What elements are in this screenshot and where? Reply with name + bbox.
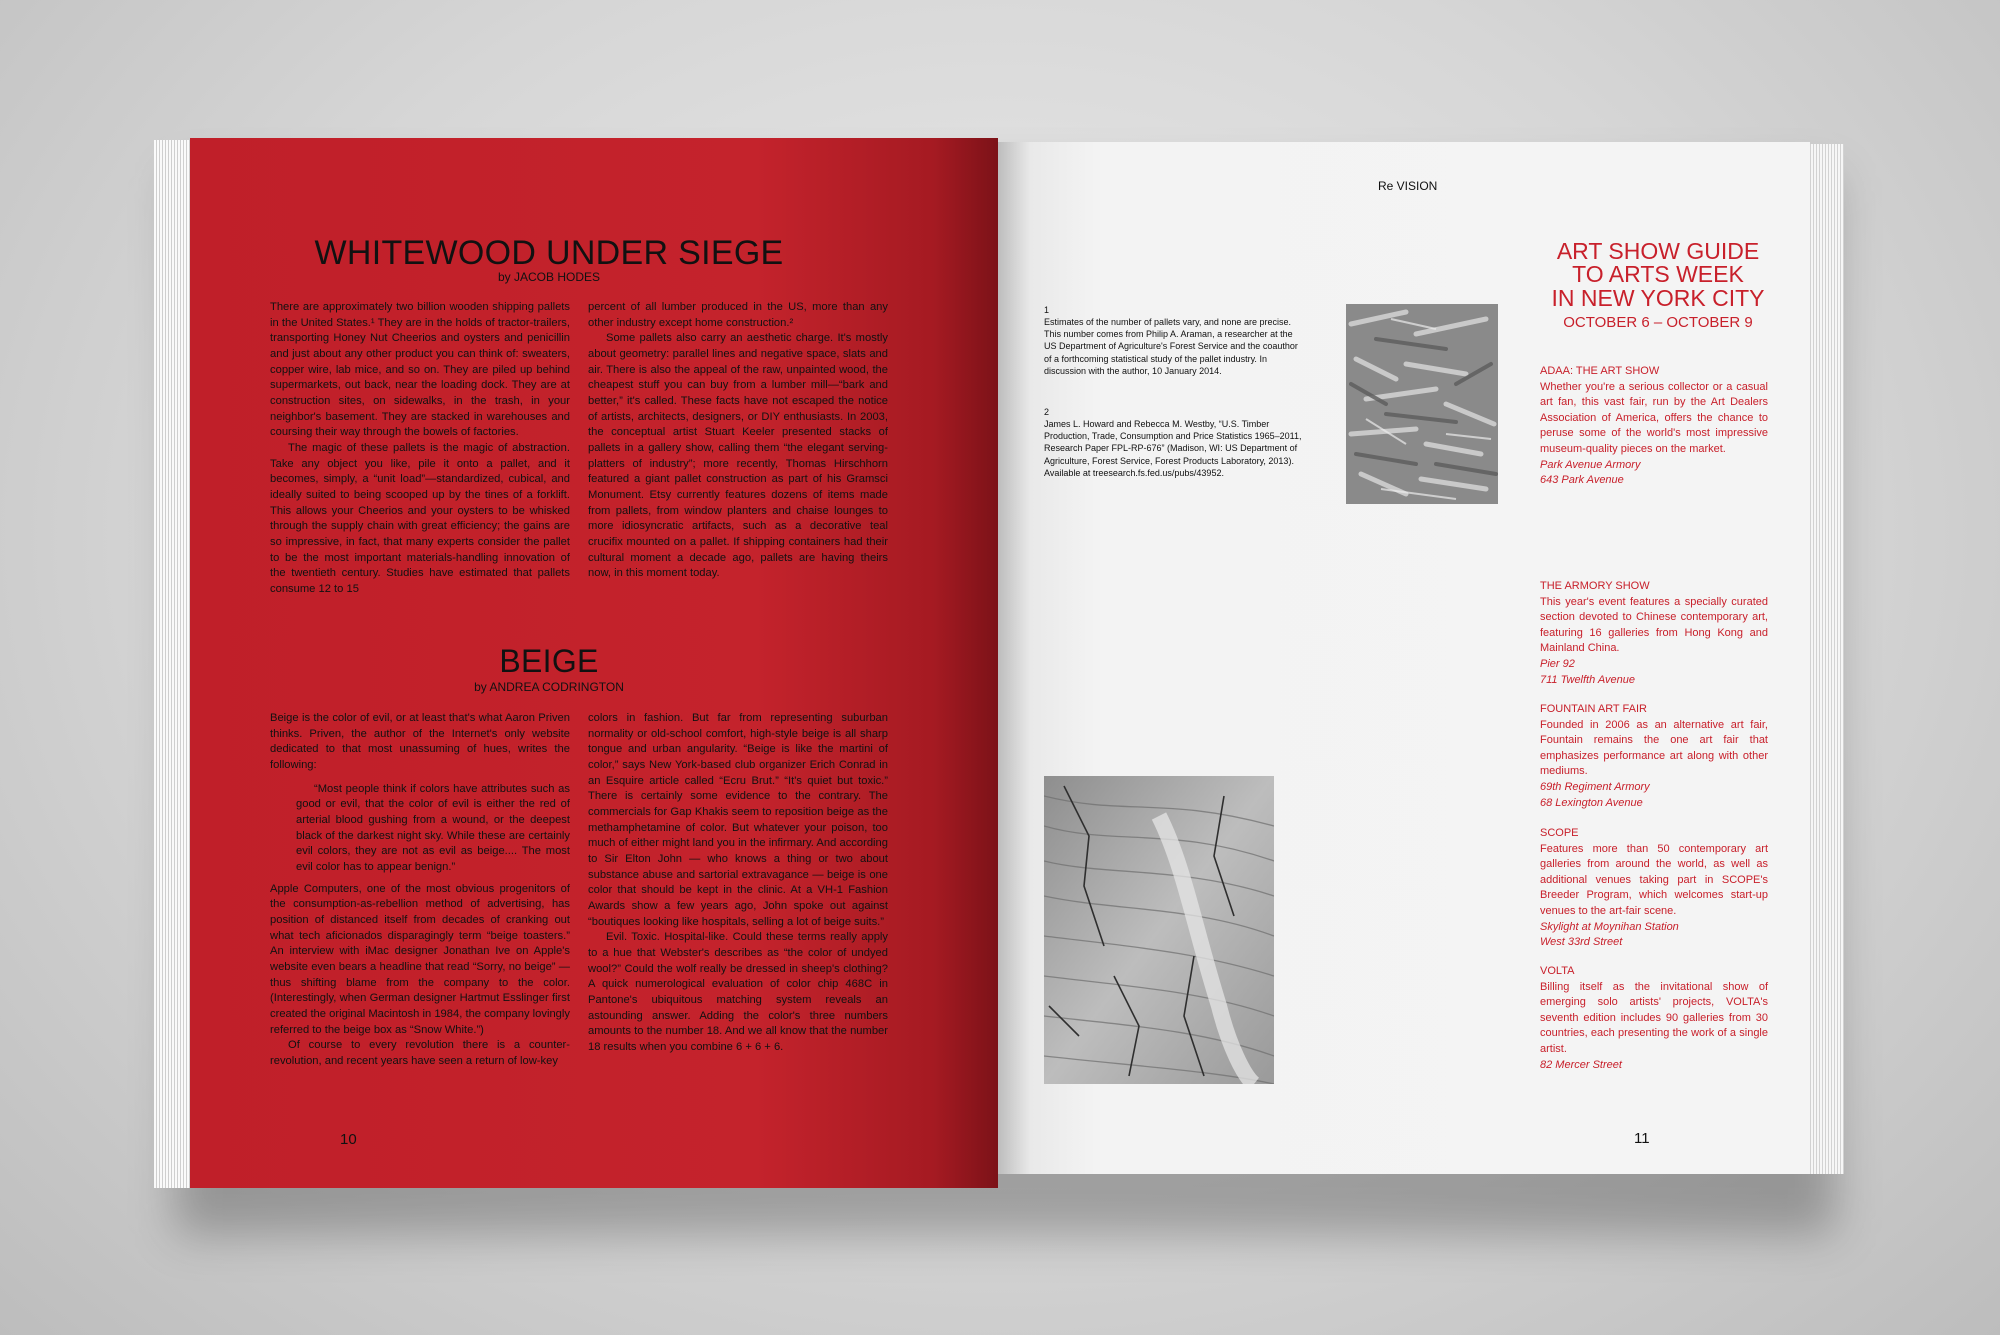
listing-venue: Pier 92 bbox=[1540, 658, 1575, 671]
listing-description: Whether you're a serious collector or a casual art fan, this vast fair, run by the Art Dealers Association of America, offers the chance to peruse some of the world's most impressive museum-quality pieces on the market. bbox=[1540, 380, 1768, 456]
article-title-whitewood: WHITEWOOD UNDER SIEGE bbox=[314, 234, 784, 272]
listing-name: ADAA: THE ART SHOW bbox=[1540, 365, 1660, 377]
listing-description: Founded in 2006 as an alternative art fair, Fountain remains the one art fair that emphasizes performance art along with other mediums. bbox=[1540, 718, 1768, 778]
guide-title-line: TO ARTS WEEK bbox=[1572, 261, 1744, 288]
listing-address: 711 Twelfth Avenue bbox=[1540, 673, 1635, 686]
guide-dates: OCTOBER 6 – OCTOBER 9 bbox=[1563, 314, 1753, 331]
left-page bbox=[190, 138, 998, 1188]
guide-title-line: ART SHOW GUIDE bbox=[1556, 238, 1760, 264]
listing-adaa bbox=[1540, 364, 1768, 489]
listing-fountain bbox=[1540, 702, 1768, 811]
listing-name: THE ARMORY SHOW bbox=[1540, 580, 1650, 592]
paragraph: Of course to every revolution there is a counter-revolution, and recent years have seen a return of low-key bbox=[270, 1039, 570, 1068]
paragraph: colors in fashion. But far from representing suburban normality or old-school comfort, high-style beige is all sharp tongue and urban angularity. “Beige is like the martini of color,” says New York-based club organizer Erich Conrad in an Esquire article called “Ecru Brut.” “It's quiet but toxic.” There is certainly some evidence to the contrary. The commercials for Gap Khakis seem to reposition beige as the methamphetamine of color. But whatever your poison, too much of either might land you in the infirmary. And according to Sir Elton John — who knows a thing or two about substance abuse and sartorial extravagance — beige is one color that should be kept in the clinic. At a VH-1 Fashion Awards show a few years ago, John spoke out against “boutiques looking like hospitals, selling a lot of beige suits.” bbox=[588, 712, 888, 928]
paragraph: Beige is the color of evil, or at least that's what Aaron Priven thinks. Priven, the author of the Internet's only website dedicated to that most unassuming of hues, writes the following: bbox=[270, 712, 570, 772]
listing-address: West 33rd Street bbox=[1540, 936, 1623, 949]
footnote-text: Estimates of the number of pallets vary, and none are precise. This number comes from Philip A. Araman, a researcher at the US Department of Agriculture's Forest Service and the coauthor of a forthcoming statistical study of the pallet industry. In discussion with the author, 10 January 2014. bbox=[1044, 317, 1298, 376]
listing-address: 68 Lexington Avenue bbox=[1540, 796, 1643, 809]
listing-armory bbox=[1540, 579, 1768, 688]
article-title-beige: BEIGE bbox=[499, 643, 599, 679]
listing-description: Features more than 50 contemporary art galleries from around the world, as well as additional venues taking part in SCOPE's Breeder Program, which welcomes start-up venues to the art-fair scene. bbox=[1540, 842, 1768, 918]
listing-volta bbox=[1540, 964, 1768, 1073]
footnote-number: 1 bbox=[1044, 305, 1050, 315]
paragraph: Apple Computers, one of the most obvious progenitors of the consumption-as-rebellion method of advertising, has position of distanced itself from decades of cranking out what tech aficionados disparagingly term “beige toasters.” An interview with iMac designer Jonathan Ive on Apple's website even bears a headline that read “Sorry, no beige” — thus shifting blame from the company to the color. (Interestingly, when German designer Hartmut Esslinger first created the original Macintosh in 1984, the company lovingly referred to the beige box as “Snow White.”) bbox=[270, 882, 570, 1036]
article2-column-1 bbox=[270, 711, 570, 1070]
listing-name: SCOPE bbox=[1540, 827, 1579, 839]
article2-column-2 bbox=[588, 711, 888, 1056]
listing-venue: Skylight at Moynihan Station bbox=[1540, 920, 1679, 933]
guide-title bbox=[1518, 240, 1798, 310]
listing-description: This year's event features a specially curated section devoted to Chinese contemporary art, featuring 16 galleries from Hong Kong and Mainland China. bbox=[1540, 595, 1768, 655]
listing-name: FOUNTAIN ART FAIR bbox=[1540, 703, 1647, 715]
footnote-number: 2 bbox=[1044, 407, 1050, 417]
page-edges-left bbox=[154, 140, 190, 1188]
footnote-1 bbox=[1044, 304, 1304, 377]
tree-stump-photo bbox=[1044, 776, 1274, 1084]
block-quote: “Most people think if colors have attributes such as good or evil, that the color of evil is either the red of arterial blood gushing from a wound, or the deepest black of the darkest night sky. While these are certainly evil colors, they are not as evil as beige.... The most evil color has to appear benign.” bbox=[296, 782, 570, 874]
footnote-text: James L. Howard and Rebecca M. Westby, “U.S. Timber Production, Trade, Consumption and Price Statistics 1965–2011, Research Paper FPL-RP-676” (Madison, WI: US Department of Agriculture, Forest Service, Forest Products Laboratory, 2013). Available at treesearch.fs.fed.us/pubs/43952. bbox=[1044, 419, 1302, 478]
footnote-2 bbox=[1044, 406, 1304, 479]
listing-description: Billing itself as the invitational show of emerging solo artists' projects, VOLTA's seventh edition includes 90 galleries from 30 countries, each presenting the work of a single artist. bbox=[1540, 980, 1768, 1056]
page-edges-right bbox=[1810, 144, 1844, 1174]
paragraph: Evil. Toxic. Hospital-like. Could these terms really apply to a hue that Webster's describes as “the color of undyed wool?” Could the wolf really be dressed in sheep's clothing? A quick numerological evaluation of color chip 468C in Pantone's ubiquitous matching system reveals an astounding answer. Adding the color's three numbers amounts to the number 18. And we all know that the number 18 results when you combine 6 + 6 + 6. bbox=[588, 931, 888, 1054]
page-number-left: 10 bbox=[340, 1131, 357, 1148]
listing-address: 643 Park Avenue bbox=[1540, 474, 1624, 487]
listing-venue: 82 Mercer Street bbox=[1540, 1058, 1622, 1071]
wood-chips-photo bbox=[1346, 304, 1498, 504]
listing-venue: 69th Regiment Armory bbox=[1540, 781, 1650, 794]
paragraph: percent of all lumber produced in the US, more than any other industry except home construction.² bbox=[588, 301, 888, 329]
paragraph: Some pallets also carry an aesthetic charge. It's mostly about geometry: parallel lines and negative space, slats and air. There is also the appeal of the raw, unpainted wood, the cheapest stuff you can buy from a lumber mill—“bark and better,” it's called. These facts have not escaped the notice of artists, architects, designers, or DIY enthusiasts. In 2003, the conceptual artist Stuart Keeler presented stacks of pallets in a gallery show, calling them “the elegant serving-platters of industry”; more recently, Thomas Hirschhorn featured a giant pallet construction as part of his Gramsci Monument. Etsy currently features dozens of items made from pallets, from window planters and chaise lounges to more idiosyncratic artifacts, such as a decorative teal crucifix mounted on a pallet. If shipping containers had their cultural moment a decade ago, pallets are having theirs now, in this moment today. bbox=[588, 332, 888, 580]
listing-name: VOLTA bbox=[1540, 965, 1575, 977]
listing-venue: Park Avenue Armory bbox=[1540, 458, 1641, 471]
byline-hodes: by JACOB HODES bbox=[497, 270, 601, 284]
article1-column-2 bbox=[588, 300, 888, 582]
listing-scope bbox=[1540, 826, 1768, 951]
paragraph: The magic of these pallets is the magic of abstraction. Take any object you like, pile it onto a pallet, and it becomes, simply, a “unit load”—standardized, cubical, and ideally suited to being scooped up by the tines of a forklift. This allows your Cheerios and your oysters to be whisked through the supply chain with great efficiency; the gains are so impressive, in fact, that many experts consider the pallet to be the most important materials-handling innovation of the twentieth century. Studies have estimated that pallets consume 12 to 15 bbox=[270, 442, 570, 596]
article1-column-1 bbox=[270, 300, 570, 598]
byline-codrington: by ANDREA CODRINGTON bbox=[474, 680, 624, 694]
right-page bbox=[998, 142, 1810, 1174]
running-head: Re VISION bbox=[1378, 179, 1438, 193]
paragraph: There are approximately two billion wooden shipping pallets in the United States.¹ They are in the holds of tractor-trailers, transporting Honey Nut Cheerios and oysters and penicillin and just about any other product you can think of: sweaters, copper wire, lab mice, and so on. They are piled up behind supermarkets, out back, near the loading dock. They are at construction sites, on sidewalks, in the trash, in your neighbor's basement. They are stacked in warehouses and coursing their way through the bowels of factories. bbox=[270, 301, 570, 439]
page-number-right: 11 bbox=[1634, 1130, 1650, 1147]
guide-title-line: IN NEW YORK CITY bbox=[1551, 284, 1765, 311]
